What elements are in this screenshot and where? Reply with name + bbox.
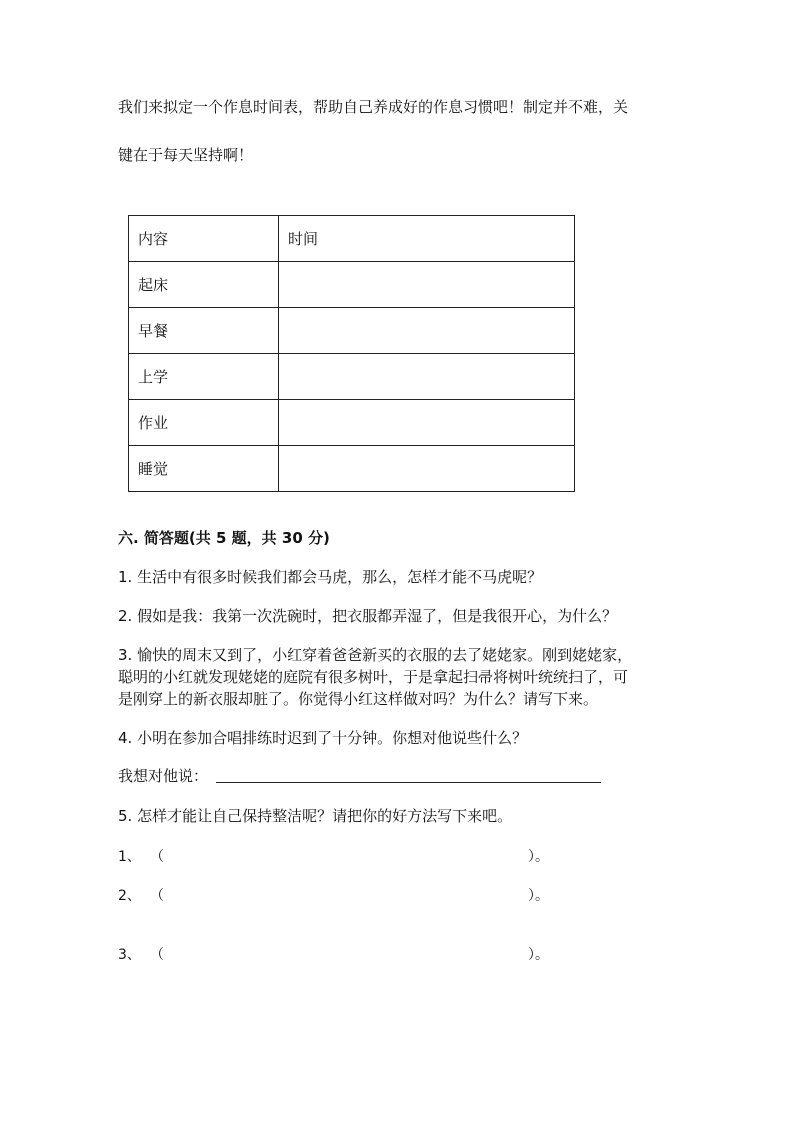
question-5: 5. 怎样才能让自己保持整洁呢？请把你的好方法写下来吧。	[118, 807, 513, 825]
section-title: 六. 简答题(共 5 题，共 30 分)	[118, 529, 330, 547]
question-3-line-1: 3. 愉快的周末又到了，小红穿着爸爸新买的衣服的去了姥姥家。刚到姥姥家，	[118, 646, 633, 664]
row-time-cell[interactable]	[279, 446, 575, 492]
answer-label: 我想对他说：	[118, 767, 209, 785]
open-paren: （	[150, 888, 164, 904]
row-item: 作业	[129, 400, 279, 446]
row-item: 睡觉	[129, 446, 279, 492]
row-item: 上学	[129, 354, 279, 400]
intro-line-1: 我们来拟定一个作息时间表，帮助自己养成好的作息习惯吧！制定并不难，关	[118, 98, 629, 116]
table-row	[129, 446, 575, 492]
question-3-line-3: 是刚穿上的新衣服却脏了。你觉得小红这样做对吗？为什么？请写下来。	[118, 690, 599, 708]
question-1: 1. 生活中有很多时候我们都会马虎，那么，怎样才能不马虎呢？	[118, 568, 543, 586]
row-time-cell[interactable]	[279, 262, 575, 308]
header-content: 内容	[129, 216, 279, 262]
answer-number: 3、	[118, 947, 141, 963]
table-row	[129, 262, 575, 308]
answer-number: 1、	[118, 849, 141, 865]
row-time-cell[interactable]	[279, 400, 575, 446]
table-row	[129, 354, 575, 400]
row-time-cell[interactable]	[279, 354, 575, 400]
header-time: 时间	[279, 216, 575, 262]
question-2: 2. 假如是我：我第一次洗碗时，把衣服都弄湿了，但是我很开心，为什么？	[118, 607, 618, 625]
open-paren: （	[150, 849, 164, 865]
row-item: 早餐	[129, 308, 279, 354]
close-paren: ）。	[528, 947, 549, 963]
close-paren: ）。	[528, 888, 549, 904]
answer-number: 2、	[118, 888, 141, 904]
answer-line[interactable]	[216, 782, 601, 783]
row-time-cell[interactable]	[279, 308, 575, 354]
question-4: 4. 小明在参加合唱排练时迟到了十分钟。你想对他说些什么？	[118, 729, 528, 747]
schedule-table	[128, 215, 575, 492]
row-item: 起床	[129, 262, 279, 308]
open-paren: （	[150, 947, 164, 963]
question-3-line-2: 聪明的小红就发现姥姥的庭院有很多树叶，于是拿起扫帚将树叶统统扫了，可	[118, 668, 629, 686]
close-paren: ）。	[528, 849, 549, 865]
table-row	[129, 400, 575, 446]
table-row	[129, 308, 575, 354]
intro-line-2: 键在于每天坚持啊！	[118, 146, 254, 164]
table-header-row	[129, 216, 575, 262]
